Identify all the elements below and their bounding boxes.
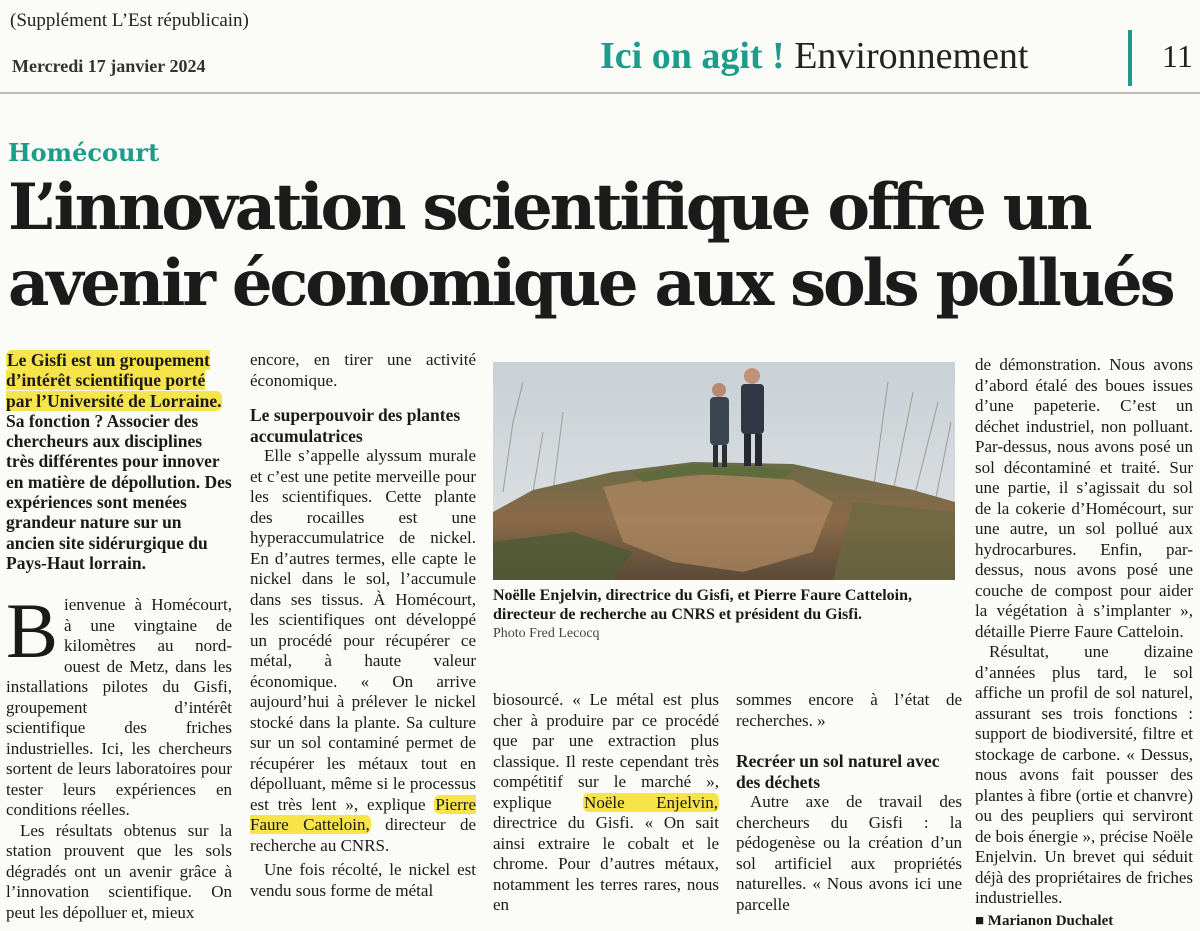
body-text: directeur de recherche au CNRS.	[250, 815, 476, 855]
body-paragraph-8: Autre axe de travail des chercheurs du Gisfi : la pédogenèse ou la création d’un sol artificiel aux propriétés naturelles. « Nous avons ici une parcelle	[736, 792, 962, 915]
body-paragraph-5: Une fois récolté, le nickel est vendu sous forme de métal	[250, 860, 476, 901]
supplement-label: (Supplément L’Est républicain)	[10, 10, 249, 32]
body-paragraph-3: encore, en tirer une activité économique.	[250, 350, 476, 391]
article-author: ■ Marianon Duchalet	[975, 911, 1193, 931]
body-paragraph-9: de démonstration. Nous avons d’abord étalé des boues issues d’une papeterie. C’est un déchet industriel, non polluant. Par-dessus, nous avons posé un sol décontaminé et traité. Sur une partie, il s’agissait du sol de la cokerie d’Homécourt, sur une autre, un sol pollué aux hydrocarbures. Enfin, par-dessus, nous avons posé une couche de compost pour aider la végétation à s’implanter », détaille Pierre Faure Catteloin.	[975, 355, 1193, 642]
rubric-section: Environnement	[794, 35, 1028, 77]
body-paragraph-1	[6, 595, 232, 821]
chapo	[6, 350, 232, 573]
article-photo	[493, 362, 955, 580]
headline-line-2: avenir économique aux sols pollués	[8, 246, 1198, 322]
issue-date: Mercredi 17 janvier 2024	[12, 56, 205, 77]
section-rubric	[600, 34, 1029, 78]
body-text: biosourcé. « Le métal est plus cher à produire par ce procédé que par une extraction plus classique. Il reste cependant très compétitif sur le marché », explique	[493, 690, 719, 812]
body-paragraph-2: Les résultats obtenus sur la station prouvent que les sols dégradés ont un avenir grâce à l’innovation scientifique. On peut les dépolluer et, mieux	[6, 821, 232, 924]
article-headline	[8, 170, 1198, 322]
page-number: 11	[1162, 38, 1193, 75]
article-column-3	[493, 690, 719, 916]
headline-line-1: L’innovation scientifique offre un	[8, 170, 1198, 246]
highlight-name-1: Pierre Faure Catteloin,	[250, 795, 476, 835]
body-paragraph-4	[250, 446, 476, 856]
article-column-4	[736, 690, 962, 915]
rubric-divider	[1128, 30, 1132, 86]
body-paragraph-6	[493, 690, 719, 916]
highlight-name-2: Noële Enjelvin,	[583, 793, 719, 812]
article-column-5	[975, 355, 1193, 931]
body-paragraph-7: sommes encore à l’état de recherches. »	[736, 690, 962, 731]
photo-credit: Photo Fred Lecocq	[493, 626, 600, 642]
article-kicker: Homécourt	[8, 138, 159, 167]
article-column-2	[250, 350, 476, 901]
rubric-title: Ici on agit !	[600, 35, 785, 77]
body-paragraph-10: Résultat, une dizaine d’années plus tard, le sol affiche un profil de sol naturel, assurant ses trois fonctions : support de biodiversité, filtre et stockage de carbone. « Dessus, nous avons fait pousser des plantes à fibre (ortie et chanvre) ou des peupliers qui serviront de bois énergie », précise Noële Enjelvin. Un brevet qui séduit déjà des propriétaires de friches industrielles.	[975, 642, 1193, 909]
chapo-text: Sa fonction ? Associer des chercheurs aux disciplines très différentes pour innover en matière de dépollution. Des expériences sont menées grandeur nature sur un ancien site sidérurgique du Pays-Haut lorrain.	[6, 411, 232, 573]
subheading-1: Le superpouvoir des plantes accumulatrices	[250, 405, 476, 446]
article-column-1	[6, 350, 232, 923]
drop-cap: B	[6, 599, 58, 663]
chapo-highlight: Le Gisfi est un groupement d’intérêt scientifique porté par l’Université de Lorraine.	[6, 350, 222, 411]
header-rule	[0, 92, 1200, 94]
subheading-2: Recréer un sol naturel avec des déchets	[736, 751, 962, 792]
body-text: Elle s’appelle alyssum murale et c’est une petite merveille pour les scientifiques. Cette plante des rocailles est une hyperaccumulatrice de nickel. En d’autres termes, elle capte le nickel dans le sol, l’accumule dans ses tissus. À Homécourt, les scientifiques ont développé un procédé pour récupérer ce métal, à haute valeur économique. « On arrive aujourd’hui à prélever le nickel stocké dans la plante. Sa culture sur un sol contaminé permet de récupérer les métaux tout en dépolluant, même si le processus est très lent », explique	[250, 446, 476, 814]
body-text: directrice du Gisfi. « On sait ainsi extraire le cobalt et le chrome. Pour d’autres métaux, notamment les terres rares, nous en	[493, 813, 719, 914]
body-text: ienvenue à Homécourt, à une vingtaine de kilomètres au nord-ouest de Metz, dans les installations pilotes du Gisfi, groupement d’intérêt scientifique des friches industrielles. Ici, les chercheurs sortent de leurs laboratoires pour tester leurs expériences en conditions réelles.	[6, 595, 232, 819]
photo-caption: Noëlle Enjelvin, directrice du Gisfi, et Pierre Faure Catteloin, directeur de recherche au CNRS et président du Gisfi.	[493, 586, 955, 624]
photo-image	[493, 362, 955, 580]
